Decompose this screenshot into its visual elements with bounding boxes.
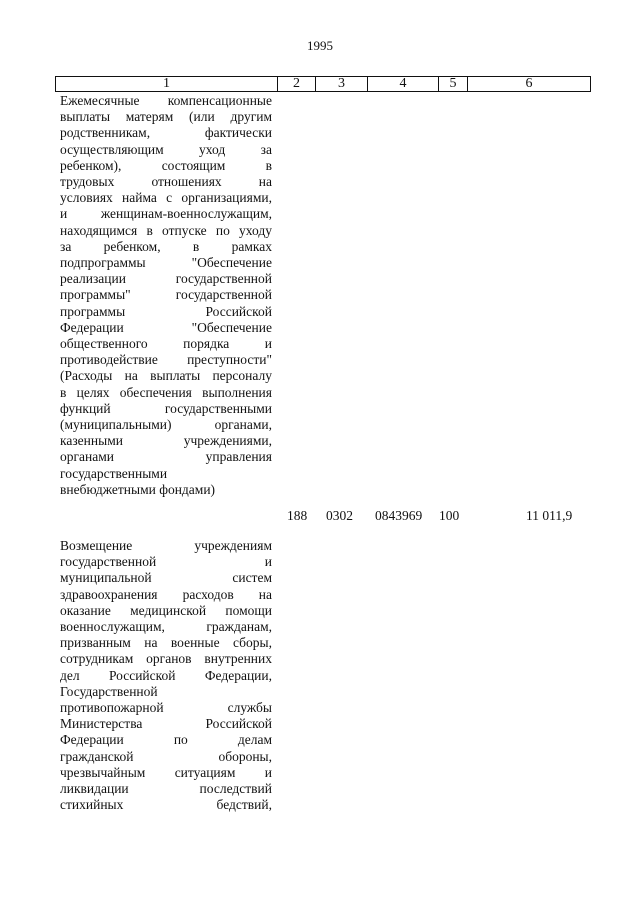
description-line: в целях обеспечения выполнения [60, 384, 272, 400]
column-header-5: 5 [439, 77, 468, 92]
description-line: военнослужащим, гражданам, [60, 619, 272, 635]
amount-value: 11 011,9 [526, 508, 573, 523]
expense-type-code: 100 [439, 508, 460, 523]
description-line: муниципальной систем [60, 570, 272, 586]
description-line: условиях найма с организациями, [60, 190, 272, 206]
row-description [60, 538, 272, 813]
description-line: (муниципальными) органами, [60, 417, 272, 433]
description-line: Федерации "Обеспечение [60, 319, 272, 335]
description-line: дел Российской Федерации, [60, 667, 272, 683]
column-header-4: 4 [368, 77, 439, 92]
section-code: 0302 [326, 508, 353, 523]
description-line: осуществляющим уход за [60, 141, 272, 157]
ministry-code: 188 [287, 508, 308, 523]
description-line: и женщинам-военнослужащим, [60, 206, 272, 222]
description-line: ликвидации последствий [60, 781, 272, 797]
description-line: находящимся в отпуске по уходу [60, 222, 272, 238]
description-line: родственникам, фактически [60, 125, 272, 141]
description-line: оказание медицинской помощи [60, 602, 272, 618]
row-description [60, 93, 272, 498]
column-header-table [55, 76, 591, 92]
description-line: трудовых отношениях на [60, 174, 272, 190]
column-header-1: 1 [56, 77, 278, 92]
column-header-2: 2 [278, 77, 316, 92]
column-header-3: 3 [316, 77, 368, 92]
description-line: государственными [60, 465, 168, 481]
description-line: противодействие преступности" [60, 352, 272, 368]
description-line: выплаты матерям (или другим [60, 109, 272, 125]
description-line: реализации государственной [60, 271, 272, 287]
description-line: органами управления [60, 449, 272, 465]
description-line: подпрограммы "Обеспечение [60, 255, 272, 271]
description-line: Государственной [60, 683, 158, 699]
description-line: гражданской обороны, [60, 748, 272, 764]
description-line: стихийных бедствий, [60, 797, 272, 813]
page-number: 1995 [307, 38, 333, 53]
description-line: программы" государственной [60, 287, 272, 303]
description-line: (Расходы на выплаты персоналу [60, 368, 272, 384]
description-line: казенными учреждениями, [60, 433, 272, 449]
description-line: программы Российской [60, 303, 272, 319]
description-line: здравоохранения расходов на [60, 586, 272, 602]
description-line: сотрудникам органов внутренних [60, 651, 272, 667]
description-line: Министерства Российской [60, 716, 272, 732]
description-line: призванным на военные сборы, [60, 635, 272, 651]
description-line: Ежемесячные компенсационные [60, 93, 272, 108]
target-code: 0843969 [375, 508, 423, 523]
description-line: функций государственными [60, 400, 272, 416]
description-line: ребенком), состоящим в [60, 157, 272, 173]
description-line: общественного порядка и [60, 336, 272, 352]
description-line: Федерации по делам [60, 732, 272, 748]
description-line: Возмещение учреждениям [60, 538, 272, 553]
description-line: внебюджетными фондами) [60, 481, 216, 497]
description-line: государственной и [60, 554, 272, 570]
description-line: за ребенком, в рамках [60, 238, 272, 254]
column-header-6: 6 [468, 77, 591, 92]
description-line: противопожарной службы [60, 700, 272, 716]
description-line: чрезвычайным ситуациям и [60, 764, 272, 780]
